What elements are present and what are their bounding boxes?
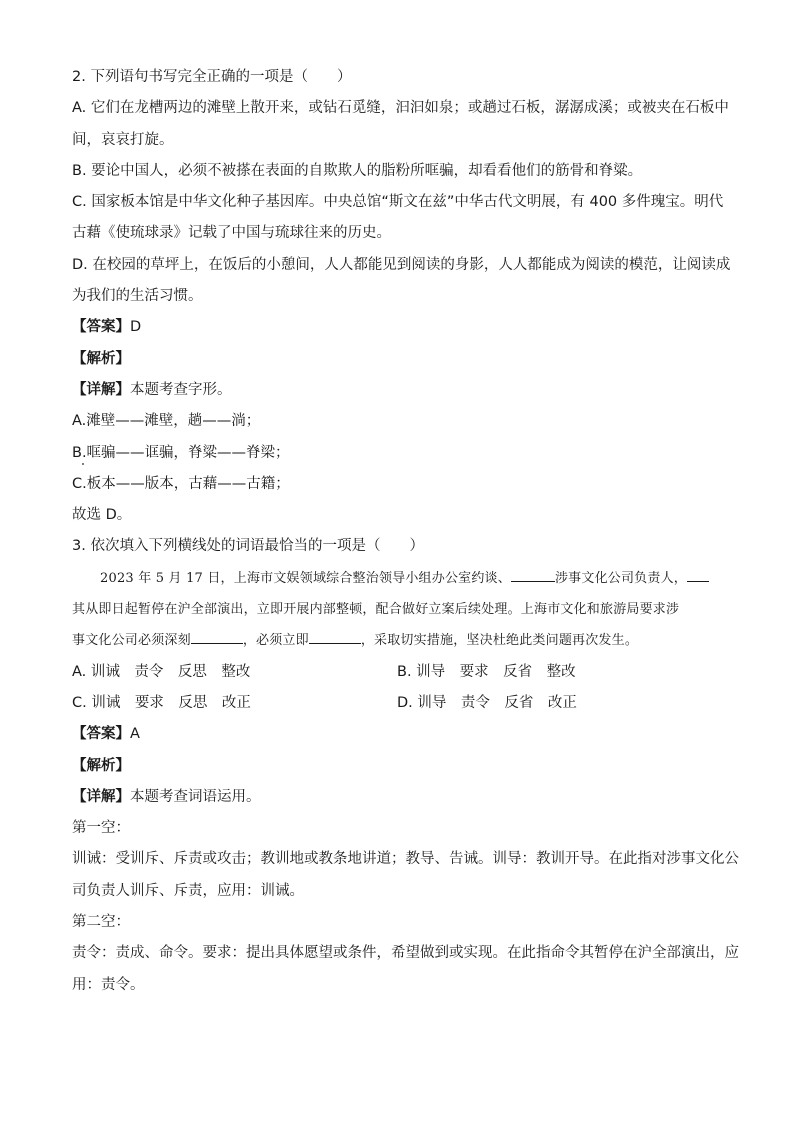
detail-text: 本题考查词语运用。: [130, 788, 261, 805]
q2-correction-a: A.滩壁——滩壁，趟——淌；: [72, 413, 261, 430]
document-page: [72, 62, 739, 1001]
q3-blank1-text-line2: 司负责人训斥、斥责，应用：训诫。: [72, 882, 304, 899]
answer-value: A: [130, 726, 140, 743]
q3-option-c: C. 训诫 要求 反思 改正: [72, 694, 251, 711]
question-3-stem: 3. 依次填入下列横线处的词语最恰当的一项是（ ）: [72, 538, 424, 555]
q3-detail: [72, 782, 722, 813]
q2-conclusion: 故选 D。: [72, 507, 132, 524]
q2-option-c-line2: 古藉《使琉球录》记载了中国与琉球往来的历史。: [72, 225, 391, 242]
passage-blank-3: [191, 629, 243, 644]
detail-text: 本题考查字形。: [130, 381, 232, 398]
q3-option-b: B. 训导 要求 反省 整改: [397, 663, 576, 680]
q2-correction-b: B.哐骗——诓骗，脊粱——脊梁；: [72, 444, 290, 461]
passage-blank-2: [687, 567, 709, 582]
question-2-stem: 2. 下列语句书写完全正确的一项是（ ）: [72, 69, 352, 85]
analysis-label: 【解析】: [72, 350, 130, 367]
answer-label: 【答案】: [72, 319, 130, 336]
q3-blank2-title: 第二空：: [72, 914, 130, 931]
q2-answer: [72, 312, 722, 343]
detail-label: 【详解】: [72, 788, 130, 805]
q2-option-a-line2: 间，哀哀打旋。: [72, 131, 174, 148]
passage-blank-4: [309, 629, 361, 644]
answer-label: 【答案】: [72, 726, 130, 743]
q3-option-a: A. 训诫 责令 反思 整改: [72, 663, 251, 680]
q2-option-d-line2: 为我们的生活习惯。: [72, 288, 203, 305]
q3-blank2-text-line2: 用：责令。: [72, 976, 145, 993]
q3-analysis: [72, 751, 722, 782]
stray-dot: [82, 463, 84, 465]
q3-blank1-title: 第一空：: [72, 820, 130, 837]
q3-blank2-text-line1: 责令：责成、命令。要求：提出具体愿望或条件，希望做到或实现。在此指命令其暂停在沪全部演出，应: [72, 945, 739, 962]
q3-answer: [72, 719, 722, 750]
q3-passage-line1: 2023 年 5 月 17 日，上海市文娱领域综合整治领导小组办公室约谈、 涉事文化公司负责人，: [72, 563, 722, 594]
detail-label: 【详解】: [72, 381, 130, 398]
q3-options-row1: [72, 657, 722, 688]
passage-blank-1: [511, 567, 555, 582]
q3-options-row2: [72, 688, 722, 719]
q2-option-b: B. 要论中国人，必须不被搽在表面的自欺欺人的脂粉所哐骗，却看看他们的筋骨和脊粱。: [72, 162, 643, 179]
analysis-label: 【解析】: [72, 757, 130, 774]
q2-option-d-line1: D. 在校园的草坪上，在饭后的小憩间，人人都能见到阅读的身影，人人都能成为阅读的模范，让阅读成: [72, 256, 731, 273]
answer-value: D: [130, 319, 142, 336]
q2-option-a-line1: A. 它们在龙槽两边的滩壁上散开来，或钻石觅缝，汩汩如泉；或趟过石板，潺潺成溪；或被夹在石板中: [72, 100, 729, 117]
q3-option-d: D. 训导 责令 反省 改正: [397, 694, 577, 711]
q3-passage-line3: 事文化公司必须深刻 ，必须立即 ，采取切实措施，坚决杜绝此类问题再次发生。: [72, 625, 722, 656]
q2-analysis: [72, 344, 722, 375]
q3-passage-line2: 其从即日起暂停在沪全部演出，立即开展内部整顿，配合做好立案后续处理。上海市文化和旅游局要求涉: [72, 602, 680, 618]
q3-blank1-text-line1: 训诫：受训斥、斥责或攻击；教训地或教条地讲道；教导、告诫。训导：教训开导。在此指对涉事文化公: [72, 851, 739, 868]
q2-detail: [72, 375, 722, 406]
q2-correction-c: C.板本——版本，古藉——古籍；: [72, 475, 290, 492]
q2-option-c-line1: C. 国家板本馆是中华文化种子基因库。中央总馆“斯文在兹”中华古代文明展，有 400 多件瑰宝。明代: [72, 194, 724, 211]
